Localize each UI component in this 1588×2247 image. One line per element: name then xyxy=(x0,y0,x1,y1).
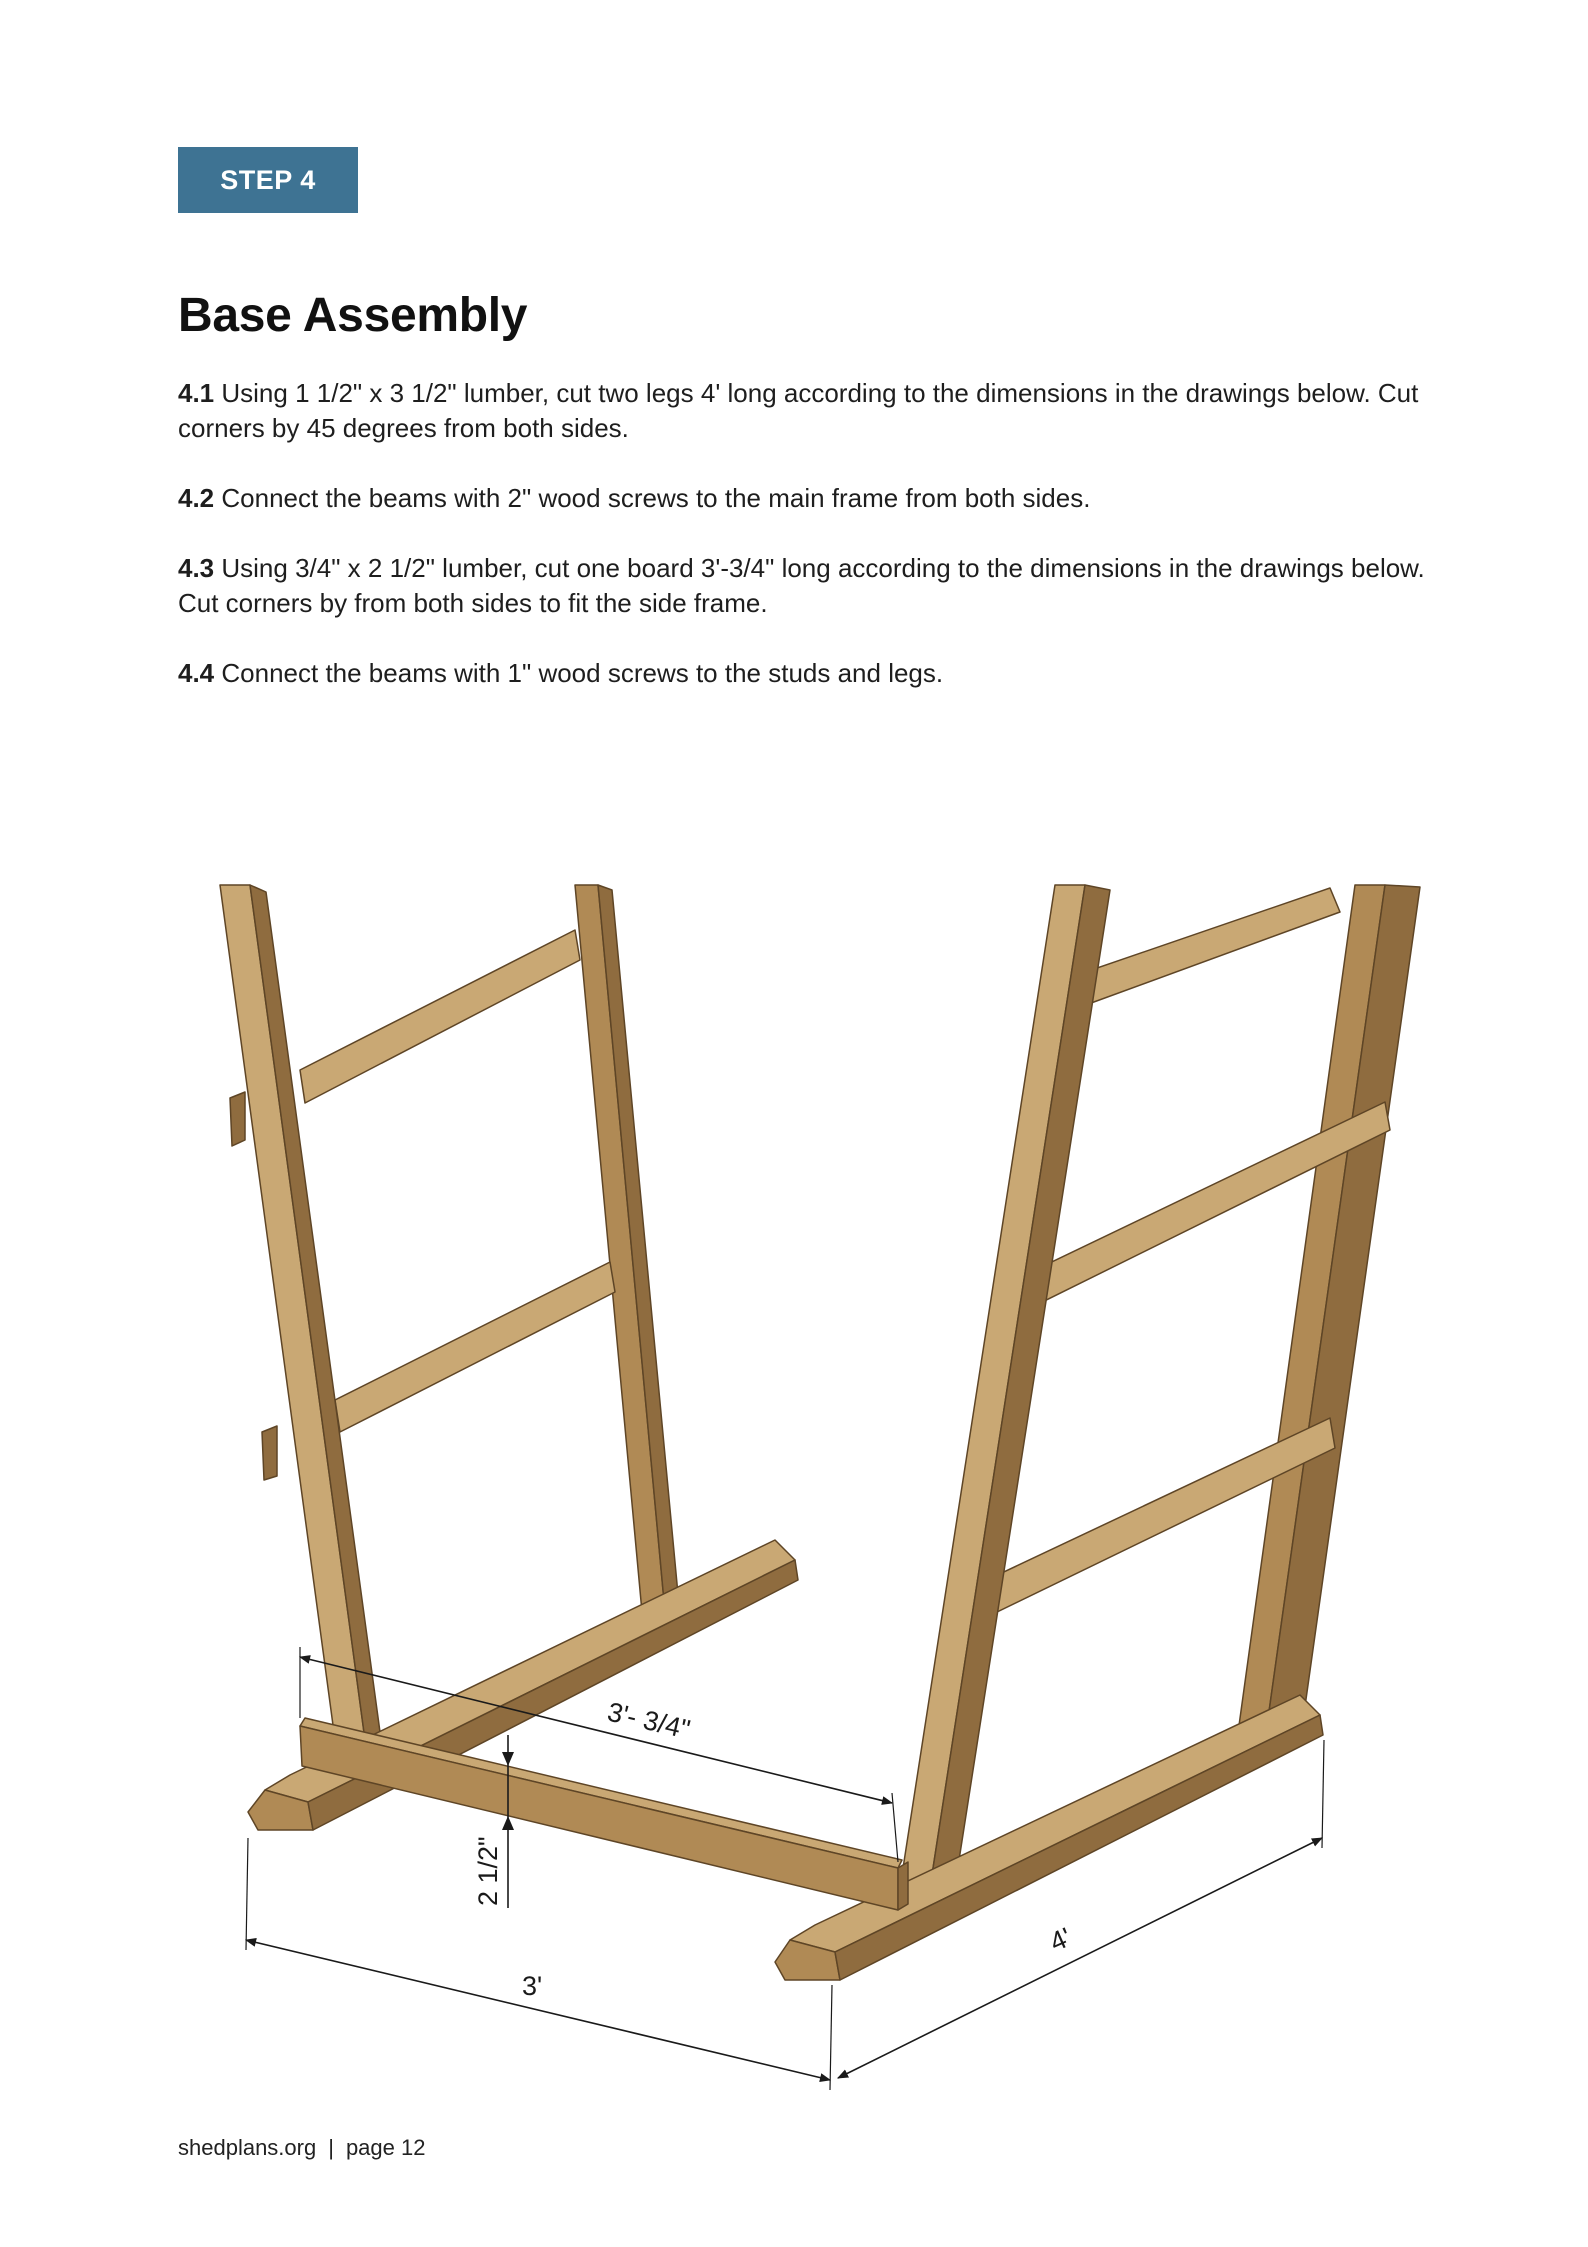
beam-end xyxy=(262,1426,277,1480)
instruction-number: 4.4 xyxy=(178,658,215,688)
instruction-text: Using 1 1/2" x 3 1/2" lumber, cut two legs 4' long according to the dimensions in the drawings below. Cut corners by 45 degrees from both sides. xyxy=(178,378,1419,443)
base-assembly-diagram xyxy=(0,860,1588,2110)
instructions-list xyxy=(178,376,1438,726)
left-front-leg xyxy=(220,885,365,1740)
instruction-item xyxy=(178,551,1438,621)
instruction-item xyxy=(178,656,1438,691)
left-cross-beam xyxy=(335,1262,615,1432)
right-cross-beam xyxy=(1068,888,1340,1010)
dim-extension xyxy=(246,1838,248,1950)
footer-site: shedplans.org xyxy=(178,2135,317,2160)
right-base-leg-top xyxy=(790,1695,1320,1952)
left-front-leg-side xyxy=(250,885,380,1740)
front-board-end xyxy=(898,1862,908,1910)
diagram-svg xyxy=(0,860,1588,2110)
dim-extension xyxy=(892,1793,898,1862)
right-front-leg-side xyxy=(925,885,1110,1920)
step-badge: STEP 4 xyxy=(178,147,358,213)
dim-line-width xyxy=(246,1940,830,2080)
instruction-number: 4.1 xyxy=(178,378,215,408)
footer-page-number: page 12 xyxy=(345,2135,426,2160)
left-cross-beam xyxy=(300,930,580,1103)
dim-extension xyxy=(830,1985,832,2090)
front-board-face xyxy=(300,1726,898,1910)
instruction-item xyxy=(178,481,1438,516)
dim-extension xyxy=(1322,1740,1324,1848)
footer-separator: | xyxy=(328,2135,334,2160)
front-board-top xyxy=(300,1718,902,1868)
instruction-number: 4.2 xyxy=(178,483,215,513)
page-footer xyxy=(178,2135,425,2161)
dim-arrow xyxy=(502,1816,514,1830)
right-front-leg xyxy=(895,885,1085,1920)
instruction-text: Connect the beams with 2" wood screws to the main frame from both sides. xyxy=(214,483,1091,513)
beam-end xyxy=(230,1092,245,1146)
dim-label-width: 3' xyxy=(522,1971,543,2001)
instruction-item xyxy=(178,376,1438,446)
dim-arrow xyxy=(502,1752,514,1766)
dim-label-depth: 4' xyxy=(1045,1921,1076,1958)
dim-label-board-height: 2 1/2" xyxy=(473,1836,503,1906)
dim-label-board-length: 3'- 3/4" xyxy=(604,1696,694,1745)
instruction-text: Connect the beams with 1" wood screws to the studs and legs. xyxy=(214,658,944,688)
page-title: Base Assembly xyxy=(178,289,528,342)
instruction-number: 4.3 xyxy=(178,553,215,583)
instruction-text: Using 3/4" x 2 1/2" lumber, cut one board 3'-3/4" long according to the dimensions in the drawings below. Cut corners by from both sides to fit the side frame. xyxy=(178,553,1425,618)
